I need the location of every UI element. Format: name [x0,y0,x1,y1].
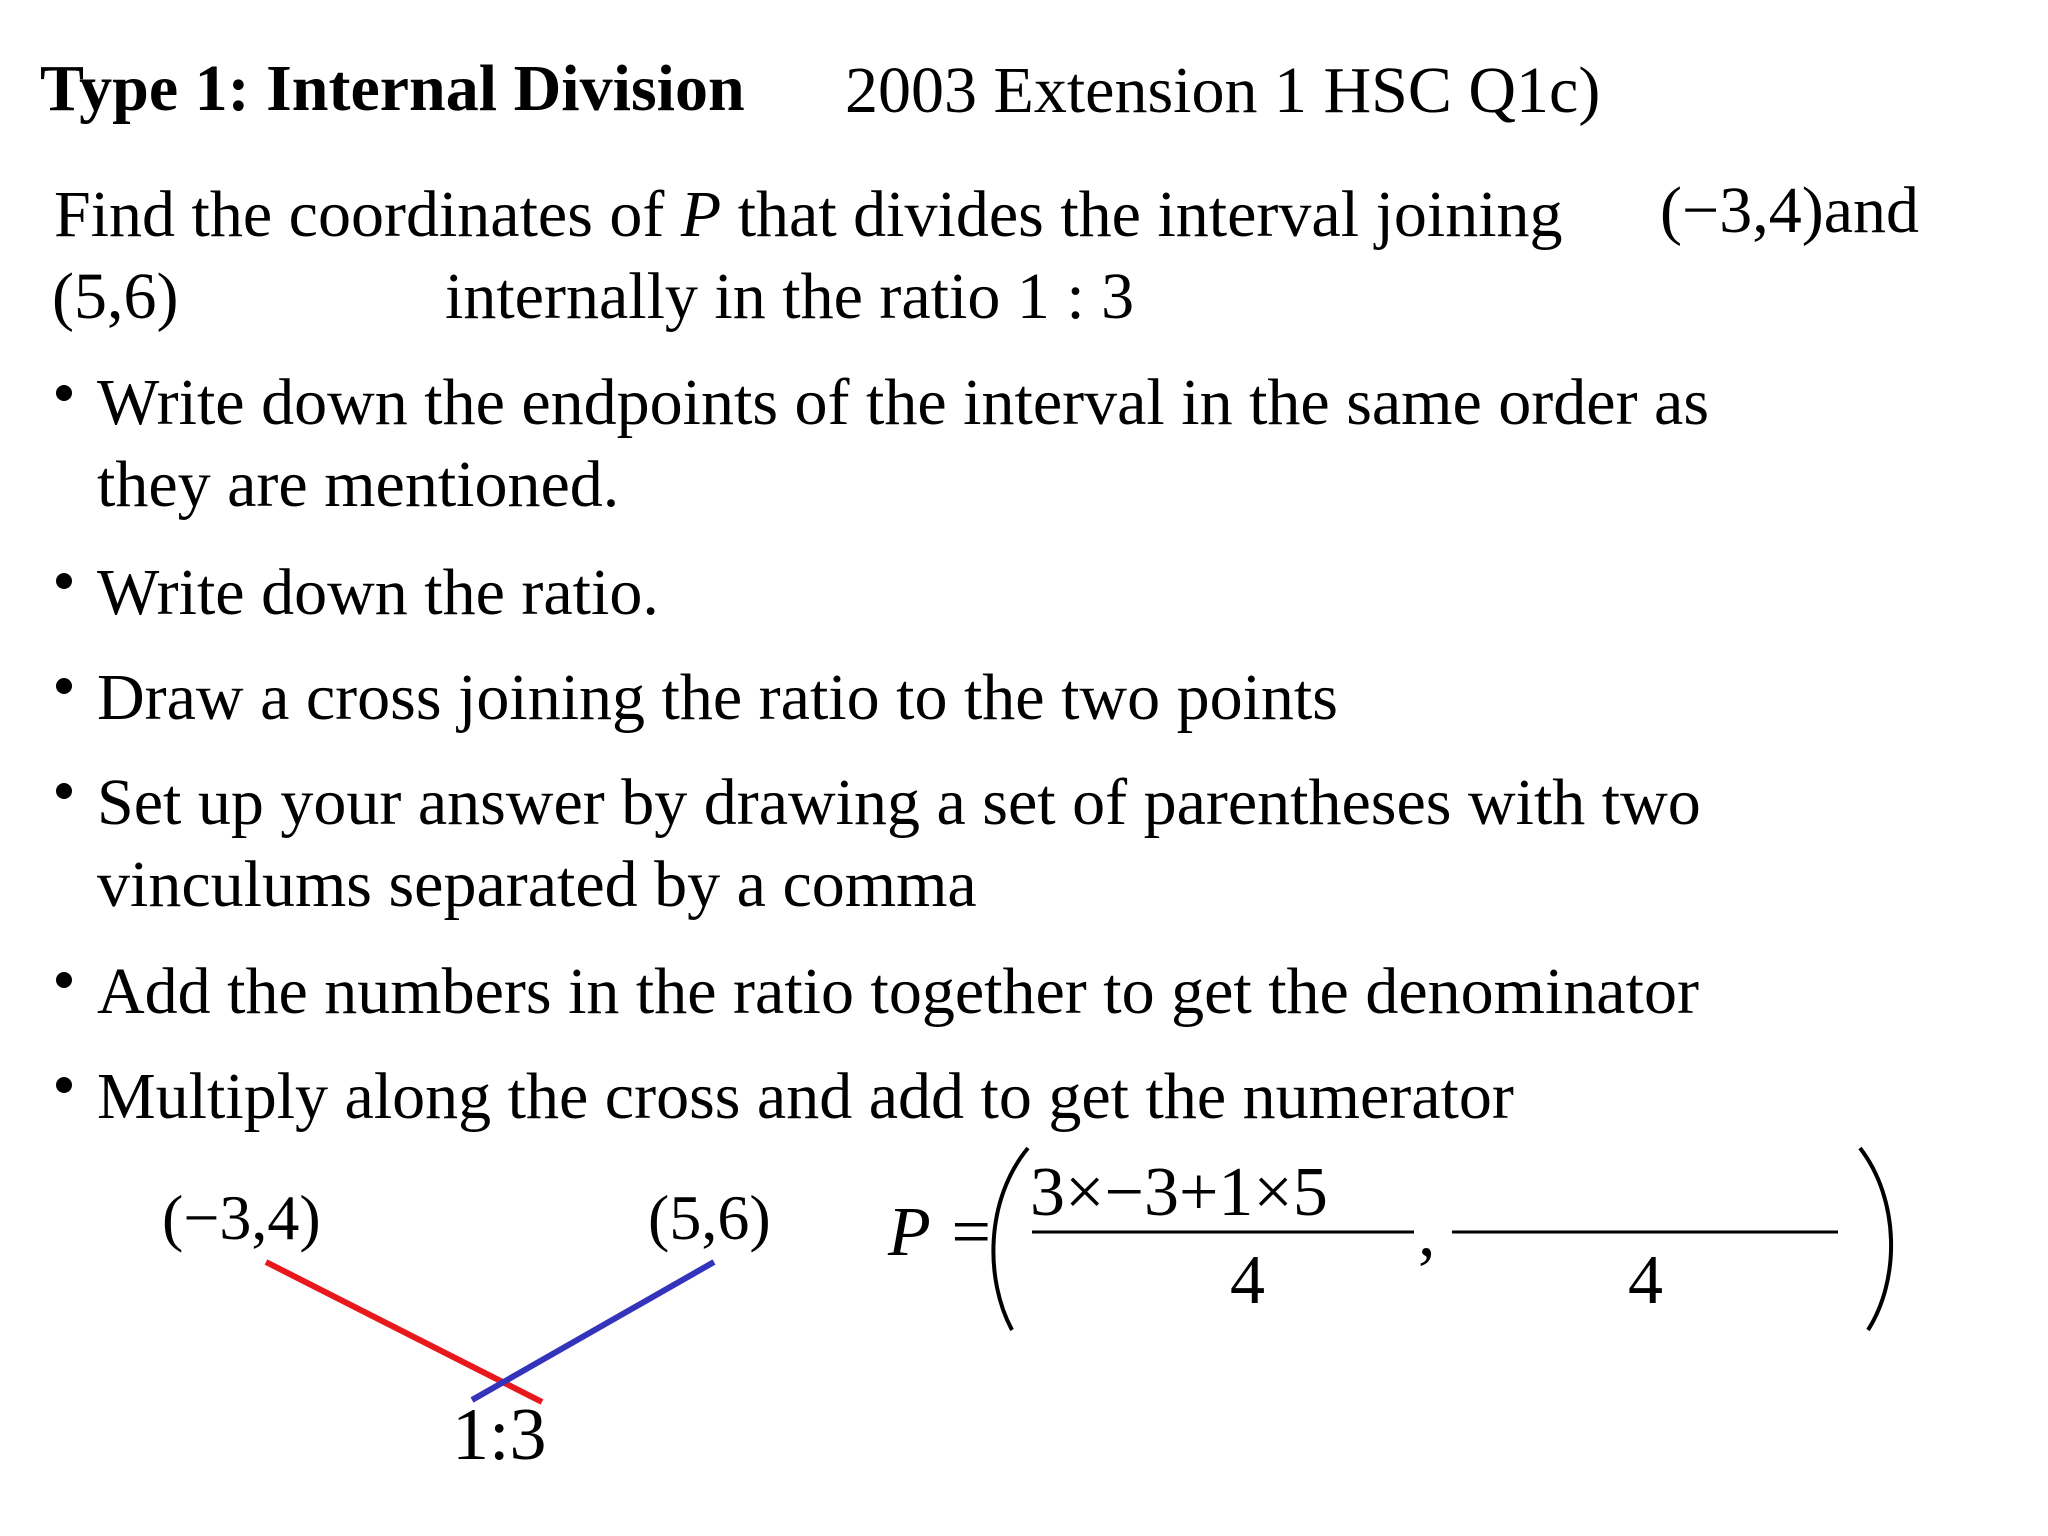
denominator-x: 4 [1230,1242,1265,1319]
left-parenthesis [993,1148,1028,1330]
numerator-x: 3×−3+1×5 [1030,1154,1328,1231]
bullet-text-continued: vinculums separated by a comma [97,848,977,921]
question-reference: 2003 Extension 1 HSC Q1c) [845,54,1601,127]
question-prefix: Find the coordinates of [54,178,681,251]
bullet-text: Write down the ratio. [97,556,659,629]
point-b: (5,6) [52,260,179,333]
denominator-y: 4 [1628,1242,1663,1319]
point-name: P [680,178,722,251]
right-point-label: (5,6) [648,1182,771,1253]
bullet-text: Set up your answer by drawing a set of parentheses with two [97,766,1701,839]
bullet-text: Write down the endpoints of the interval in the same order as [97,366,1710,439]
question-line-2: internally in the ratio 1 : 3 [445,260,1135,333]
ratio-label: 1:3 [452,1394,547,1476]
question-suffix: that divides the interval joining [721,178,1563,251]
bullet-text: Draw a cross joining the ratio to the two points [97,661,1338,734]
bullet-text: Multiply along the cross and add to get the numerator [97,1060,1514,1133]
formula-comma: , [1418,1194,1436,1271]
and-word: and [1823,174,1919,247]
point-a: (−3,4) [1660,174,1824,247]
bullet-text-continued: they are mentioned. [97,448,620,521]
left-point-label: (−3,4) [162,1182,321,1253]
formula-lhs: P = [888,1194,995,1271]
section-title: Type 1: Internal Division [40,52,745,125]
right-parenthesis [1860,1148,1891,1330]
bullet-text: Add the numbers in the ratio together to get the denominator [97,955,1699,1028]
